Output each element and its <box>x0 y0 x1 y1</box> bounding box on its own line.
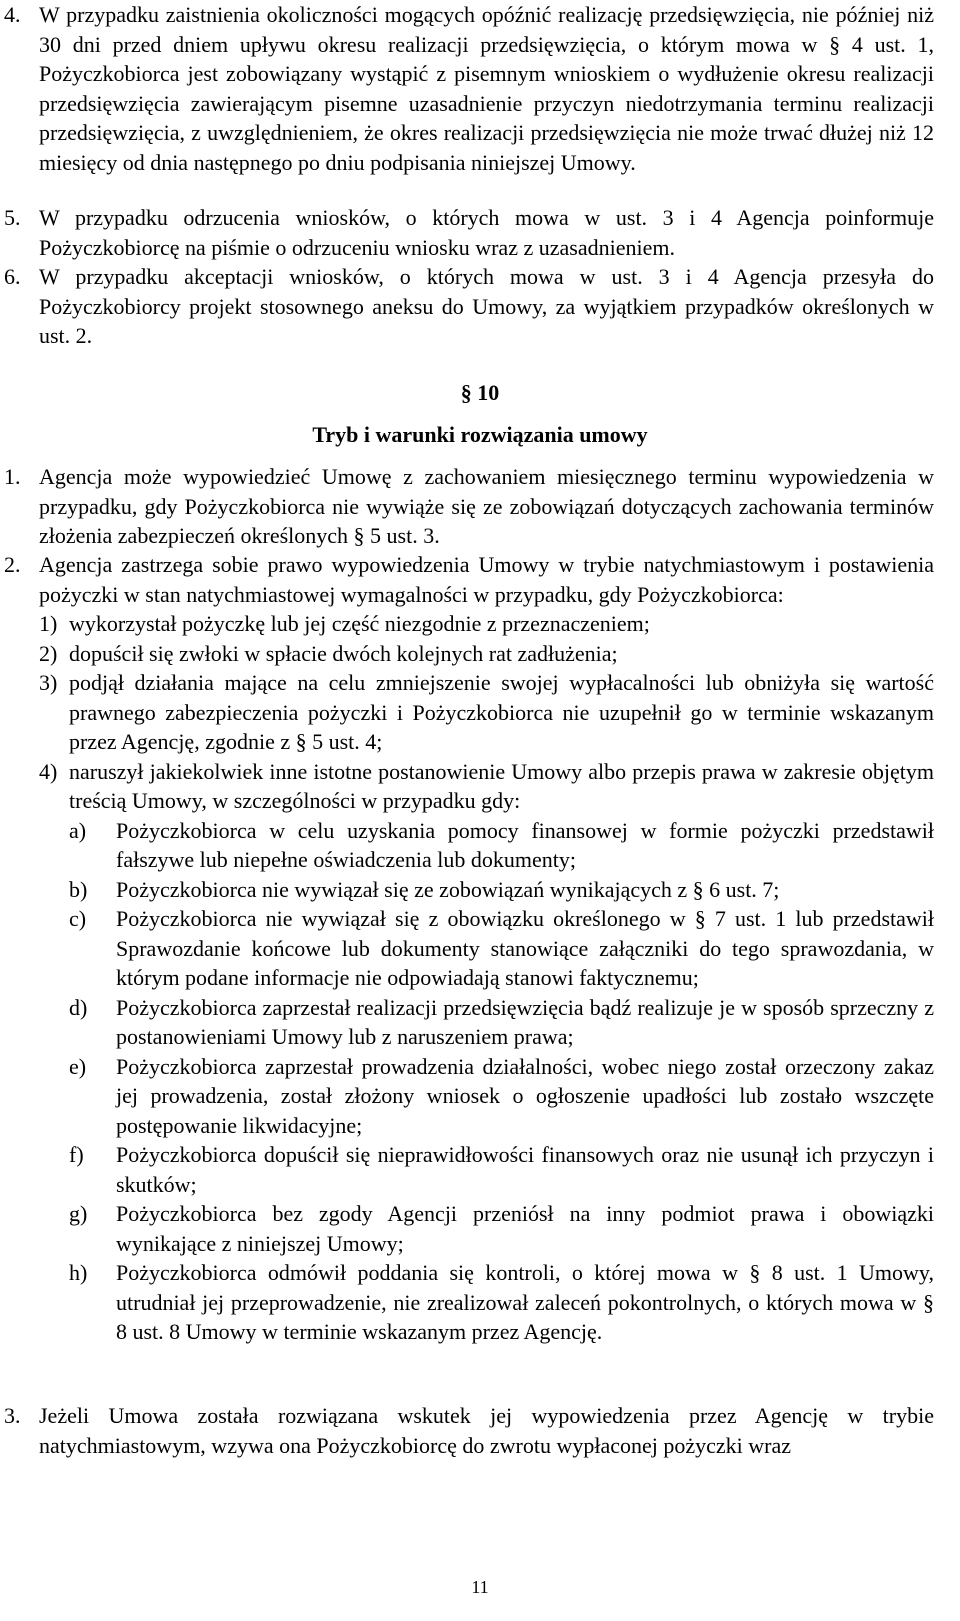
item-number: 5. <box>4 205 21 230</box>
item-text: Agencja zastrzega sobie prawo wypowiedzenia Umowy w trybie natychmiastowym i postawienia pożyczki w stan natychmiastowej wymagalności w przypadku, gdy Pożyczkobiorca: <box>39 552 934 607</box>
item-number: 6. <box>4 264 21 289</box>
list-text: naruszył jakiekolwiek inne istotne postanowienie Umowy albo przepis prawa w zakresie objętym treścią Umowy, w szczególności w przypadku gdy: <box>69 758 934 813</box>
item-number: 4. <box>4 2 21 27</box>
sub-list-item-c <box>4 904 934 993</box>
section-title: Tryb i warunki rozwiązania umowy <box>312 422 648 447</box>
paragraph-item-5 <box>4 203 934 262</box>
paragraph-item-2 <box>4 550 934 1347</box>
sub-list-text: Pożyczkobiorca zaprzestał realizacji przedsięwzięcia bądź realizuje je w sposób sprzeczny z postanowieniami Umowy lub z naruszeniem prawa; <box>116 994 934 1049</box>
item-number: 3. <box>4 1403 21 1428</box>
sub-list-label: b) <box>69 876 88 902</box>
sub-list-label: e) <box>69 1053 87 1079</box>
sub-list-label: c) <box>69 906 87 931</box>
sub-list-text: Pożyczkobiorca nie wywiązał się ze zobowiązań wynikających z § 6 ust. 7; <box>116 876 780 902</box>
sub-list-item-e <box>4 1052 934 1141</box>
sub-list-text: Pożyczkobiorca w celu uzyskania pomocy finansowej w formie pożyczki przedstawił fałszywe lub niepełne oświadczenia lub dokumenty; <box>116 817 934 872</box>
paragraph-item-1 <box>4 462 934 551</box>
sub-list-text: Pożyczkobiorca zaprzestał prowadzenia działalności, wobec niego został orzeczony zakaz jej prowadzenia, został złożony wniosek o ogłoszenie upadłości lub zostało wszczęte postępowanie likwidacyjne; <box>116 1053 934 1138</box>
sub-list-item-h <box>4 1258 934 1347</box>
sub-list-label: g) <box>69 1201 88 1226</box>
sub-list-text: Pożyczkobiorca bez zgody Agencji przeniósł na inny podmiot prawa i obowiązki wynikające z niniejszej Umowy; <box>116 1201 934 1256</box>
sub-list-label: f) <box>69 1142 84 1167</box>
sub-list-text: Pożyczkobiorca dopuścił się nieprawidłowości finansowych oraz nie usunął ich przyczyn i skutków; <box>116 1142 934 1197</box>
sub-list-item-d <box>4 993 934 1052</box>
list-item <box>4 609 934 639</box>
item-text: W przypadku odrzucenia wniosków, o których mowa w ust. 3 i 4 Agencja poinformuje Pożyczkobiorcę na piśmie o odrzuceniu wniosku wraz z uzasadnieniem. <box>39 205 934 260</box>
item-text: W przypadku zaistnienia okoliczności mogących opóźnić realizację przedsięwzięcia, nie później niż 30 dni przed dniem upływu okresu realizacji przedsięwzięcia, o którym mowa w § 4 ust. 1, Pożyczkobiorca jest zobowiązany wystąpić z pisemnym wnioskiem o wydłużenie okresu realizacji przedsięwzięcia zawierającym pisemne uzasadnienie przyczyn niedotrzymania terminu realizacji przedsięwzięcia, z uwzględnieniem, że okres realizacji przedsięwzięcia nie może trwać dłużej niż 12 miesięcy od dnia następnego po dniu podpisania niniejszej Umowy. <box>39 2 934 175</box>
list-item <box>4 757 934 816</box>
list-item <box>4 639 934 669</box>
sub-list-item-f <box>4 1140 934 1199</box>
section-sign: § 10 <box>460 380 500 405</box>
sub-list-label: a) <box>69 817 87 843</box>
sub-list-label: d) <box>69 994 88 1020</box>
list-item <box>4 668 934 757</box>
list-label: 2) <box>39 640 58 666</box>
list-text: wykorzystał pożyczkę lub jej część niezgodnie z przeznaczeniem; <box>69 611 650 636</box>
sub-list-label: h) <box>69 1260 88 1285</box>
list-label: 3) <box>39 670 58 695</box>
item-text: Jeżeli Umowa została rozwiązana wskutek jej wypowiedzenia przez Agencję w trybie natychmiastowym, wzywa ona Pożyczkobiorcę do zwrotu wypłaconej pożyczki wraz <box>39 1403 934 1458</box>
list-text: podjął działania mające na celu zmniejszenie swojej wypłacalności lub obniżyła się wartość prawnego zabezpieczenia pożyczki i Pożyczkobiorca nie uzupełnił go w terminie wskazanym przez Agencję, zgodnie z § 5 ust. 4; <box>69 670 934 754</box>
item-text: Agencja może wypowiedzieć Umowę z zachowaniem miesięcznego terminu wypowiedzenia w przypadku, gdy Pożyczkobiorca nie wywiąże się ze zobowiązań dotyczących zachowania terminów złożenia zabezpieczeń określonych § 5 ust. 3. <box>39 464 934 548</box>
item-text: W przypadku akceptacji wniosków, o których mowa w ust. 3 i 4 Agencja przesyła do Pożyczkobiorcy projekt stosownego aneksu do Umowy, za wyjątkiem przypadków określonych w ust. 2. <box>39 264 934 348</box>
list-label: 1) <box>39 611 58 636</box>
paragraph-item-6 <box>4 262 934 351</box>
item-number: 1. <box>4 464 21 489</box>
list-label: 4) <box>39 758 58 784</box>
sub-list-item-a <box>4 816 934 875</box>
sub-list-item-g <box>4 1199 934 1258</box>
paragraph-item-3 <box>4 1401 934 1460</box>
item-number: 2. <box>4 552 21 577</box>
sub-list-item-b <box>4 875 934 905</box>
sub-list-text: Pożyczkobiorca odmówił poddania się kontroli, o której mowa w § 8 ust. 1 Umowy, utrudniał jej przeprowadzenie, nie zrealizował zaleceń pokontrolnych, o których mowa w § 8 ust. 8 Umowy w terminie wskazanym przez Agencję. <box>116 1260 934 1344</box>
paragraph-item-4 <box>4 0 934 177</box>
page-number: 11 <box>471 1577 489 1597</box>
sub-list-text: Pożyczkobiorca nie wywiązał się z obowiązku określonego w § 7 ust. 1 lub przedstawił Sprawozdanie końcowe lub dokumenty stanowiące załączniki do tego sprawozdania, w którym podane informacje nie odpowiadają stanowi faktycznemu; <box>116 906 934 990</box>
list-text: dopuścił się zwłoki w spłacie dwóch kolejnych rat zadłużenia; <box>69 640 618 666</box>
